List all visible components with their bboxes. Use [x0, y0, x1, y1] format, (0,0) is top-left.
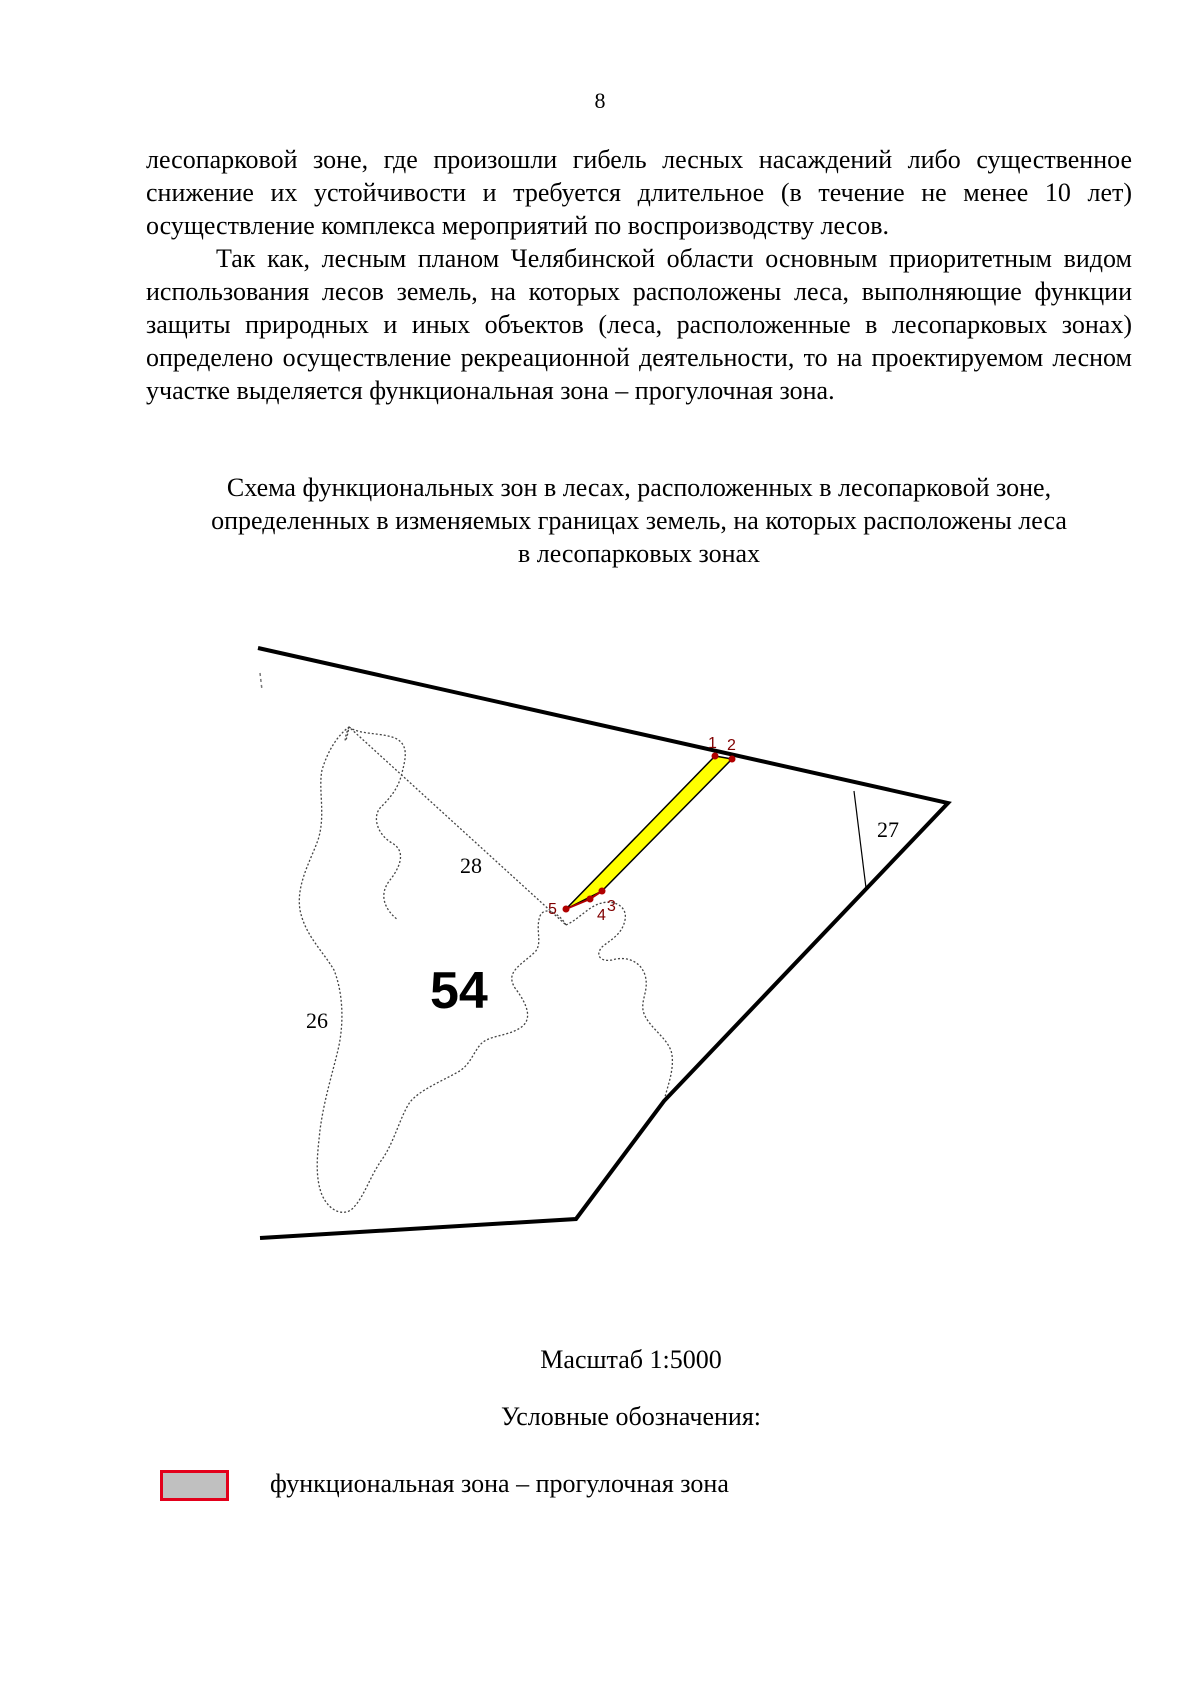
quarter-number: 54	[430, 962, 488, 1020]
page-number: 8	[594, 88, 606, 113]
caption-line-3: в лесопарковых зонах	[517, 539, 761, 568]
caption-line-2: определенных в изменяемых границах земель, на которых расположены леса	[211, 506, 1067, 535]
point-label-5: 5	[548, 901, 557, 918]
boundary-point-3	[599, 888, 606, 895]
plot-label-27: 27	[877, 817, 899, 842]
caption-line-1: Схема функциональных зон в лесах, расположенных в лесопарковой зоне,	[226, 473, 1052, 502]
left-edge-fragment	[260, 673, 262, 690]
point-label-1: 1	[708, 735, 717, 752]
boundary-point-4	[587, 896, 594, 903]
legend-title: Условные обозначения:	[500, 1402, 762, 1431]
boundary-point-2	[729, 756, 736, 763]
paragraph-2: Так как, лесным планом Челябинской области основным приоритетным видом использования лесов земель, на которых расположены леса, выполняющие функции защиты природных и иных объектов (леса, расположенные в лесопарковых зонах) определено осуществление рекреационной деятельности, то на проектируемом лесном участке выделяется функциональная зона – прогулочная зона.	[146, 244, 1132, 405]
map-scale: Масштаб 1:5000	[540, 1345, 722, 1374]
plot-label-28: 28	[460, 853, 482, 878]
legend-swatch	[160, 1470, 229, 1501]
boundary-point-5	[563, 906, 570, 913]
point-label-4: 4	[597, 907, 606, 924]
walking-zone-area	[566, 756, 732, 909]
point-label-2: 2	[727, 737, 736, 754]
legend-item-label: функциональная зона – прогулочная зона	[270, 1469, 729, 1498]
plot-27-divider	[854, 791, 866, 888]
point-label-3: 3	[607, 898, 616, 915]
quarter-boundary	[258, 648, 948, 1238]
paragraph-1: лесопарковой зоне, где произошли гибель лесных насаждений либо существенное снижение их устойчивости и требуется длительное (в течение не менее 10 лет) осуществление комплекса мероприятий по воспроизводству лесов.	[146, 145, 1132, 240]
boundary-point-1	[712, 753, 719, 760]
plot-label-26: 26	[306, 1008, 328, 1033]
